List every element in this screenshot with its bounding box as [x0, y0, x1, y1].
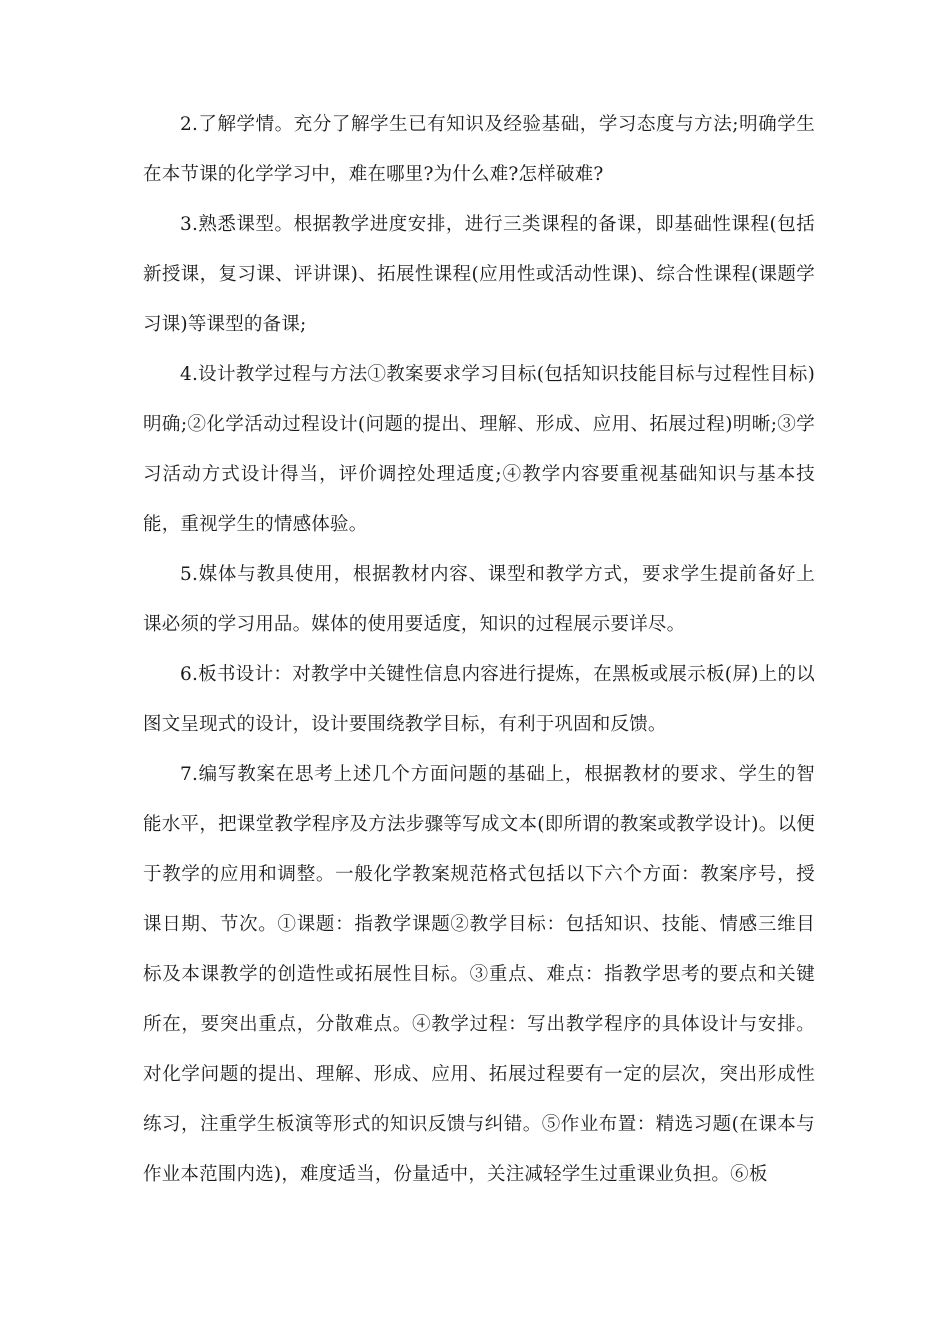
paragraph-item-3: 3.熟悉课型。根据教学进度安排，进行三类课程的备课，即基础性课程(包括新授课，复习课、评讲课)、拓展性课程(应用性或活动性课)、综合性课程(课题学习课)等课型的备课;	[143, 214, 815, 335]
paragraph-item-5: 5.媒体与教具使用，根据教材内容、课型和教学方式，要求学生提前备好上课必须的学习用品。媒体的使用要适度，知识的过程展示要详尽。	[143, 564, 815, 635]
paragraph-item-6: 6.板书设计：对教学中关键性信息内容进行提炼，在黑板或展示板(屏)上的以图文呈现式的设计，设计要围绕教学目标，有利于巩固和反馈。	[143, 664, 815, 735]
paragraph-item-4: 4.设计教学过程与方法①教案要求学习目标(包括知识技能目标与过程性目标)明确;②化学活动过程设计(问题的提出、理解、形成、应用、拓展过程)明晰;③学习活动方式设计得当，评价调控处理适度;④教学内容要重视基础知识与基本技能，重视学生的情感体验。	[143, 364, 815, 535]
paragraph-item-7: 7.编写教案在思考上述几个方面问题的基础上，根据教材的要求、学生的智能水平，把课堂教学程序及方法步骤等写成文本(即所谓的教案或教学设计)。以便于教学的应用和调整。一般化学教案规范格式包括以下六个方面：教案序号，授课日期、节次。①课题：指教学课题②教学目标：包括知识、技能、情感三维目标及本课教学的创造性或拓展性目标。③重点、难点：指教学思考的要点和关键所在，要突出重点，分散难点。④教学过程：写出教学程序的具体设计与安排。对化学问题的提出、理解、形成、应用、拓展过程要有一定的层次，突出形成性练习，注重学生板演等形式的知识反馈与纠错。⑤作业布置：精选习题(在课本与作业本范围内选)，难度适当，份量适中，关注减轻学生过重课业负担。⑥板	[143, 764, 815, 1185]
paragraph-item-2: 2.了解学情。充分了解学生已有知识及经验基础，学习态度与方法;明确学生在本节课的化学学习中，难在哪里?为什么难?怎样破难?	[143, 114, 815, 185]
document-body	[143, 100, 815, 1200]
